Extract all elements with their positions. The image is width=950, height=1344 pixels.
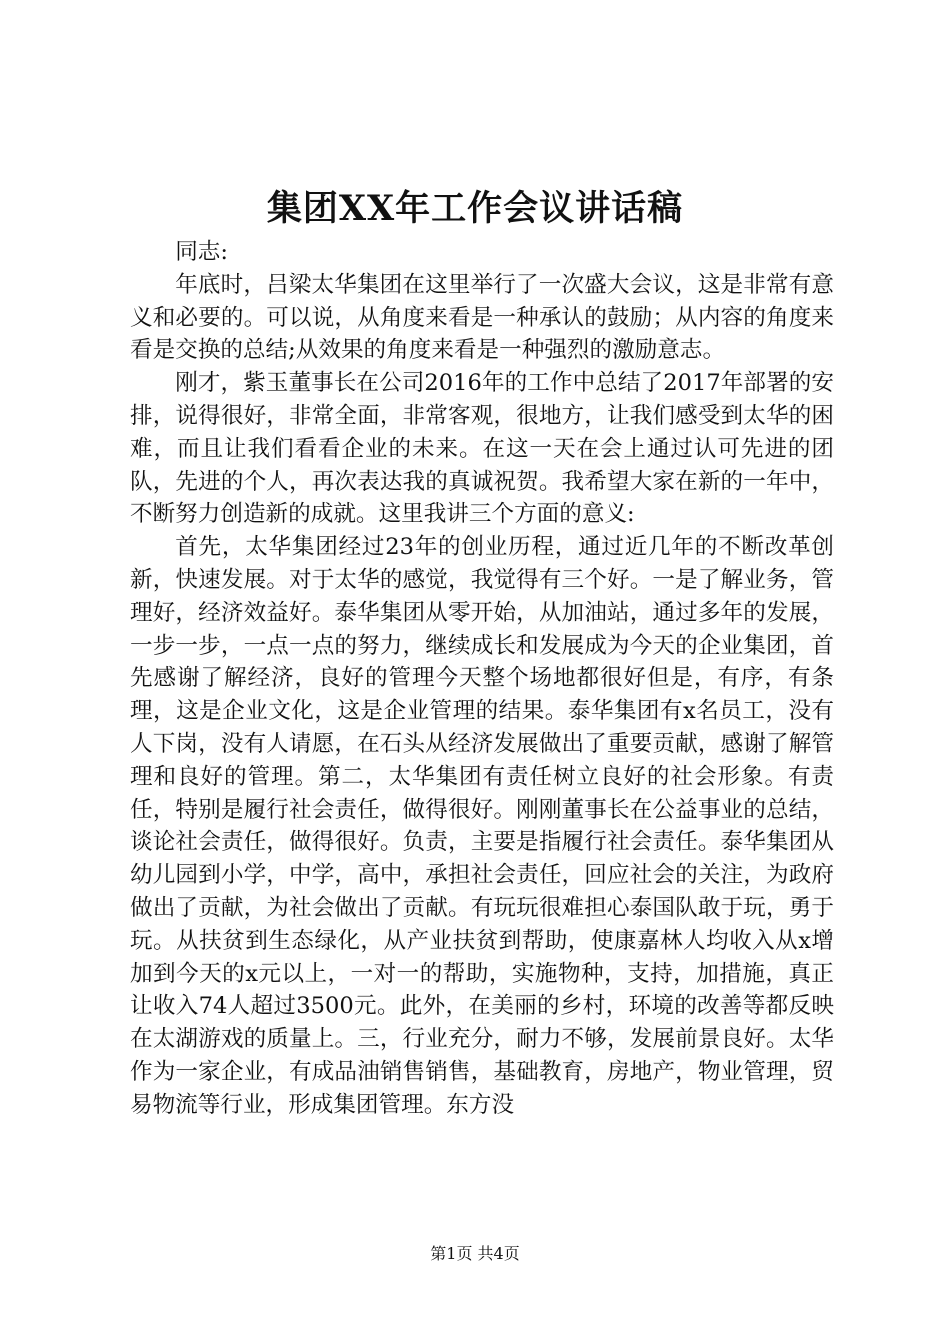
page-number: 第1页 共4页 xyxy=(430,1244,520,1263)
document-title: 集团XX年工作会议讲话稿 xyxy=(266,188,684,229)
paragraph-2: 刚才，紫玉董事长在公司2016年的工作中总结了2017年部署的安排，说得很好，非常全面，非常客观，很地方，让我们感受到太华的困难，而且让我们看看企业的未来。在这一天在会上通过认可先进的团队，先进的个人，再次表达我的真诚祝贺。我希望大家在新的一年中，不断努力创造新的成就。这里我讲三个方面的意义: xyxy=(130,370,834,528)
paragraph-1: 年底时，吕梁太华集团在这里举行了一次盛大会议，这是非常有意义和必要的。可以说，从角度来看是一种承认的鼓励；从内容的角度来看是交换的总结;从效果的角度来看是一种强烈的激励意志。 xyxy=(130,271,834,364)
salutation: 同志: xyxy=(175,239,228,265)
document-body xyxy=(130,236,834,1122)
paragraph-3: 首先，太华集团经过23年的创业历程，通过近几年的不断改革创新，快速发展。对于太华的感觉，我觉得有三个好。一是了解业务，管理好，经济效益好。泰华集团从零开始，从加油站，通过多年的发展，一步一步，一点一点的努力，继续成长和发展成为今天的企业集团，首先感谢了解经济，良好的管理今天整个场地都很好但是，有序，有条理，这是企业文化，这是企业管理的结果。泰华集团有x名员工，没有人下岗，没有人请愿，在石头从经济发展做出了重要贡献，感谢了解管理和良好的管理。第二，太华集团有责任树立良好的社会形象。有责任，特别是履行社会责任，做得很好。刚刚董事长在公益事业的总结，谈论社会责任，做得很好。负责，主要是指履行社会责任。泰华集团从幼儿园到小学，中学，高中，承担社会责任，回应社会的关注，为政府做出了贡献，为社会做出了贡献。有玩玩很难担心泰国队敢于玩，勇于玩。从扶贫到生态绿化，从产业扶贫到帮助，使康嘉林人均收入从x增加到今天的x元以上，一对一的帮助，实施物种，支持，加措施，真正让收入74人超过3500元。此外，在美丽的乡村，环境的改善等都反映在太湖游戏的质量上。三，行业充分，耐力不够，发展前景良好。太华作为一家企业，有成品油销售销售，基础教育，房地产，物业管理，贸易物流等行业，形成集团管理。东方没 xyxy=(130,534,834,1118)
